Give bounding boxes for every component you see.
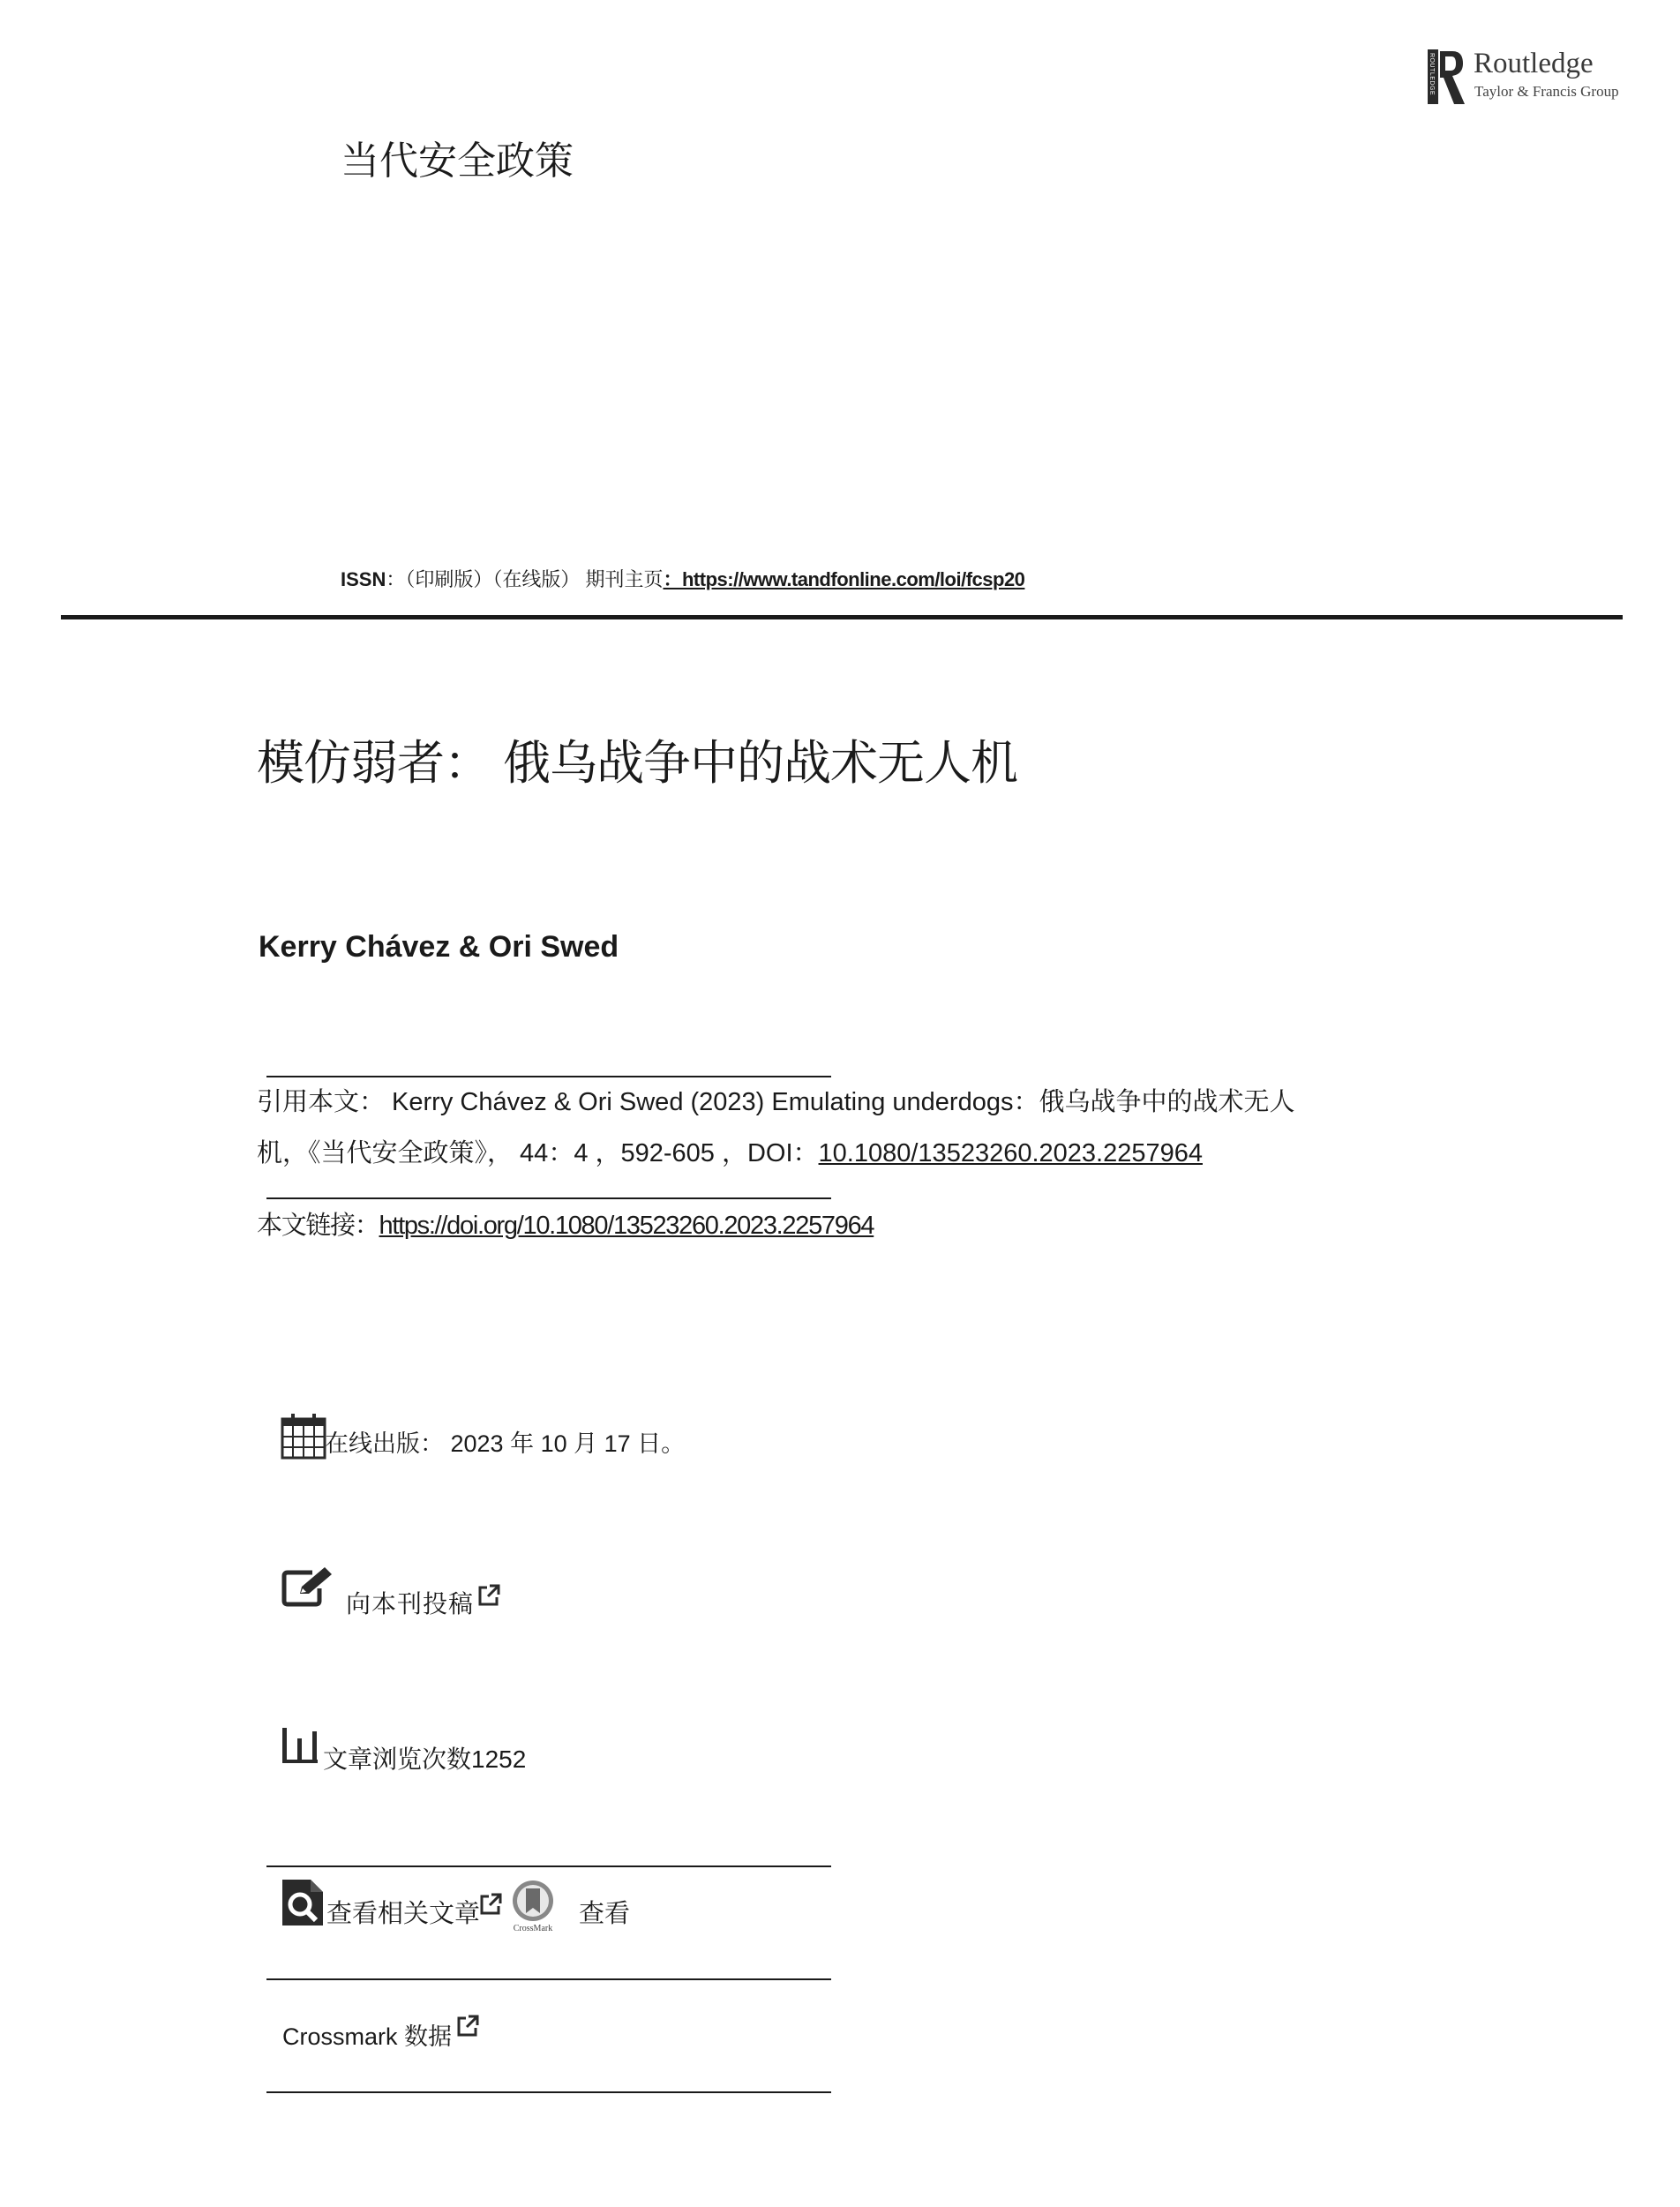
external-link-icon: [478, 1892, 503, 1917]
calendar-icon: [281, 1412, 326, 1460]
crossmark-bottom-rule: [266, 2091, 831, 2093]
issn-text: ：（印刷版）（在线版） 期刊主页: [386, 568, 664, 590]
doi-link[interactable]: 10.1080/13523260.2023.2257964: [818, 1139, 1203, 1167]
crossmark-top-rule: [266, 1978, 831, 1980]
citation-rule: [266, 1076, 831, 1077]
external-link-icon: [455, 2014, 480, 2038]
search-document-icon: [281, 1880, 325, 1927]
submit-article-link[interactable]: 向本刊投稿: [346, 1590, 475, 1618]
article-link-label: 本文链接：: [257, 1212, 379, 1240]
related-articles-link[interactable]: 查看相关文章: [326, 1900, 481, 1928]
crossmark-icon[interactable]: [506, 1880, 559, 1929]
related-top-rule: [266, 1865, 831, 1867]
crossmark-data-link[interactable]: Crossmark 数据: [282, 2023, 453, 2050]
logo-text: Routledge: [1474, 48, 1594, 79]
logo-spine-text: ROUTLEDGE: [1429, 53, 1435, 96]
crossmark-badge-label: CrossMark: [513, 1924, 553, 1933]
article-views-count: 文章浏览次数1252: [323, 1745, 527, 1773]
article-title: 模仿弱者： 俄乌战争中的战术无人机: [257, 737, 1018, 790]
article-link-line: [257, 1205, 874, 1242]
citation-text: 机，《当代安全政策》， 44：4 ，592-605 ，DOI：: [257, 1139, 819, 1167]
article-link[interactable]: https://doi.org/10.1080/13523260.2023.2257964: [379, 1212, 874, 1240]
citation-line-1: 引用本文： Kerry Chávez & Ori Swed (2023) Emulating underdogs：俄乌战争中的战术无人: [257, 1088, 1295, 1116]
published-date: 在线出版： 2023 年 10 月 17 日。: [325, 1430, 686, 1457]
issn-line: [341, 565, 1024, 592]
journal-title: 当代安全政策: [341, 139, 574, 183]
publisher-logo[interactable]: [1428, 48, 1639, 109]
citation-line-2: [257, 1133, 1203, 1169]
header-divider: [61, 615, 1623, 619]
edit-icon: [281, 1565, 335, 1610]
journal-homepage-link[interactable]: ：https://www.tandfonline.com/loi/fcsp20: [663, 568, 1025, 590]
logo-subtext: Taylor & Francis Group: [1474, 83, 1619, 100]
article-authors: Kerry Chávez & Ori Swed: [259, 930, 619, 964]
crossmark-view-link[interactable]: 查看: [579, 1900, 631, 1928]
link-rule: [266, 1197, 831, 1199]
bar-chart-icon: [281, 1728, 321, 1765]
issn-label: ISSN: [341, 568, 386, 590]
external-link-icon: [476, 1583, 501, 1608]
